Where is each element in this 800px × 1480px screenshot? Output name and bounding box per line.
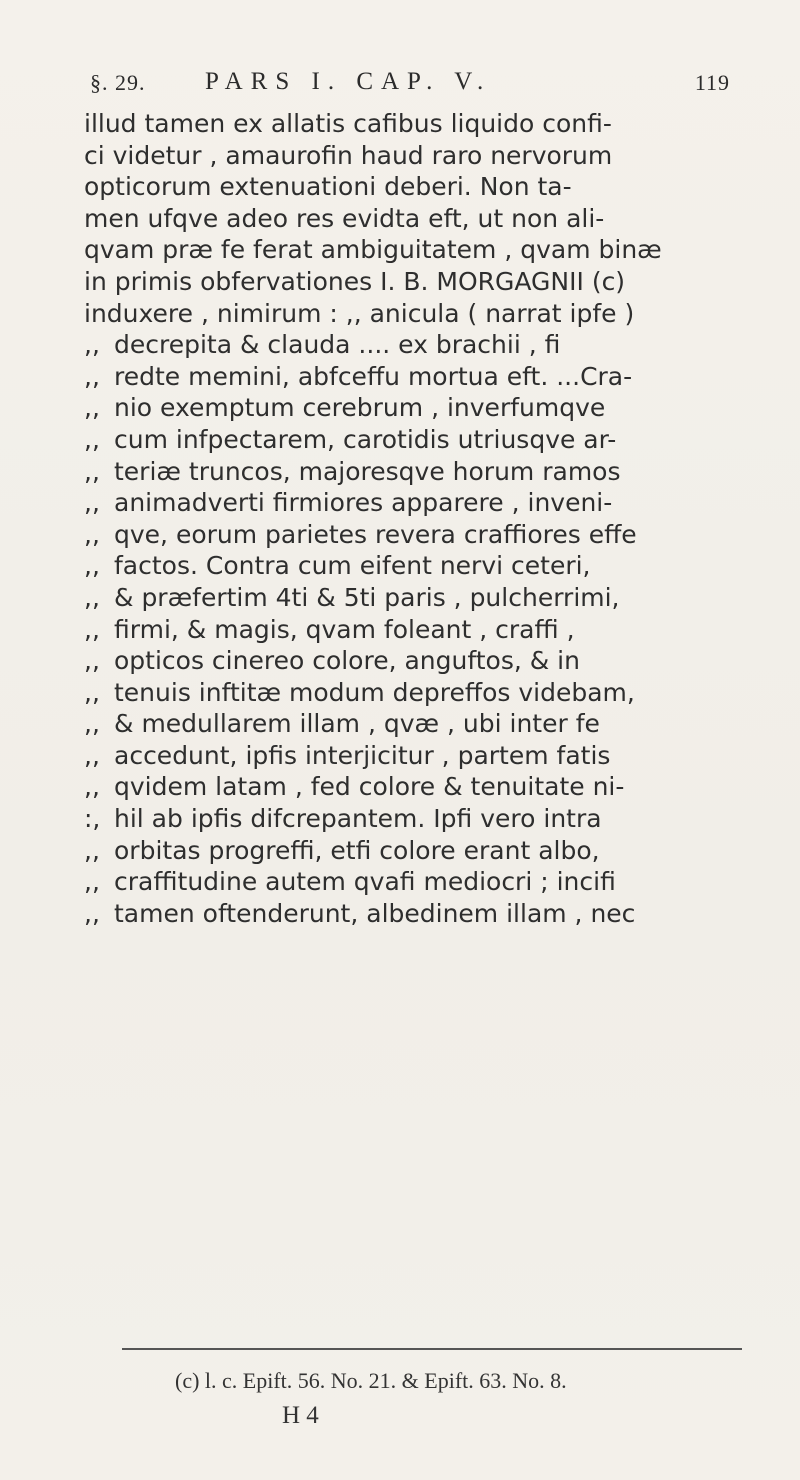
quote-mark: ,, [84,898,100,928]
line-text: qvam præ fe ferat ambiguitatem , qvam binæ [84,235,662,265]
text-line [84,140,744,172]
footnote: (c) l. c. Epift. 56. No. 21. & Epift. 63. No. 8. [175,1368,567,1393]
text-line [84,835,744,867]
quote-mark: ,, [84,646,100,676]
text-line [84,234,744,266]
quote-mark: ,, [84,582,100,612]
text-line [84,298,744,330]
text-line [84,898,744,930]
text-line [84,708,744,740]
line-text: tamen oftenderunt, albedinem illam , nec [114,898,636,928]
text-line [84,329,744,361]
line-text: men ufqve adeo res evidta eft, ut non ali- [84,203,605,233]
quote-mark: ,, [84,330,100,360]
text-line [84,487,744,519]
text-line [84,645,744,677]
line-text: factos. Contra cum eifent nervi ceteri, [114,551,591,581]
quote-mark: ,, [84,772,100,802]
line-text: craffitudine autem qvafi mediocri ; incifi [114,867,616,897]
quote-mark: ,, [84,551,100,581]
signature-mark: H 4 [282,1402,319,1429]
page-number: 119 [694,70,730,95]
text-line [84,677,744,709]
text-line [84,740,744,772]
line-text: illud tamen ex allatis cafibus liquido confi- [84,109,612,138]
quote-mark: ,, [84,867,100,897]
quote-mark: ,, [84,740,100,770]
line-text: qve, eorum parietes revera craffiores effe [114,519,637,549]
line-text: cum infpectarem, carotidis utriusqve ar- [114,424,617,454]
line-text: & præfertim 4ti & 5ti paris , pulcherrimi, [114,582,620,612]
line-text: decrepita & clauda .... ex brachii , fi [114,330,561,360]
quote-mark: ,, [84,361,100,391]
line-text: orbitas progreffi, etfi colore erant albo, [114,835,600,865]
text-line [84,108,744,140]
running-header [90,68,730,104]
line-text: in primis obfervationes I. B. MORGAGNII (c) [84,266,626,296]
text-line [84,519,744,551]
quote-mark: ,, [84,835,100,865]
quote-mark: ,, [84,519,100,549]
quote-mark: ,, [84,709,100,739]
main-text-block [84,108,744,929]
quote-mark: ,, [84,393,100,423]
line-text: tenuis inftitæ modum depreffos videbam, [114,677,635,707]
text-line [84,424,744,456]
section-number: §. 29. [90,70,146,95]
line-text: induxere , nimirum : ,, anicula ( narrat ipfe ) [84,298,635,328]
text-line [84,392,744,424]
quote-mark: :, [84,804,101,834]
line-text: nio exemptum cerebrum , inverfumqve [114,393,606,423]
text-line [84,456,744,488]
line-text: hil ab ipfis difcrepantem. Ipfi vero intra [114,804,602,834]
line-text: teriæ truncos, majoresqve horum ramos [114,456,621,486]
line-text: opticorum extenuationi deberi. Non ta- [84,172,572,202]
line-text: qvidem latam , fed colore & tenuitate ni- [114,772,625,802]
text-line [84,550,744,582]
text-line [84,361,744,393]
line-text: firmi, & magis, qvam foleant , craffi , [114,614,575,644]
text-line [84,582,744,614]
line-text: & medullarem illam , qvæ , ubi inter fe [114,709,600,739]
text-line [84,803,744,835]
line-text: opticos cinereo colore, anguftos, & in [114,646,580,676]
text-line [84,866,744,898]
text-line [84,614,744,646]
text-line [84,203,744,235]
line-text: redte memini, abfceffu mortua eft. ...Cra- [114,361,633,391]
running-title: PARS I. CAP. V. [205,68,492,95]
line-text: animadverti firmiores apparere , inveni- [114,488,613,518]
quote-mark: ,, [84,456,100,486]
quote-mark: ,, [84,614,100,644]
text-line [84,171,744,203]
quote-mark: ,, [84,488,100,518]
line-text: accedunt, ipfis interjicitur , partem fatis [114,740,611,770]
text-line [84,266,744,298]
footnote-rule [122,1348,742,1350]
line-text: ci videtur , amaurofin haud raro nervorum [84,140,613,170]
quote-mark: ,, [84,424,100,454]
quote-mark: ,, [84,677,100,707]
text-line [84,771,744,803]
